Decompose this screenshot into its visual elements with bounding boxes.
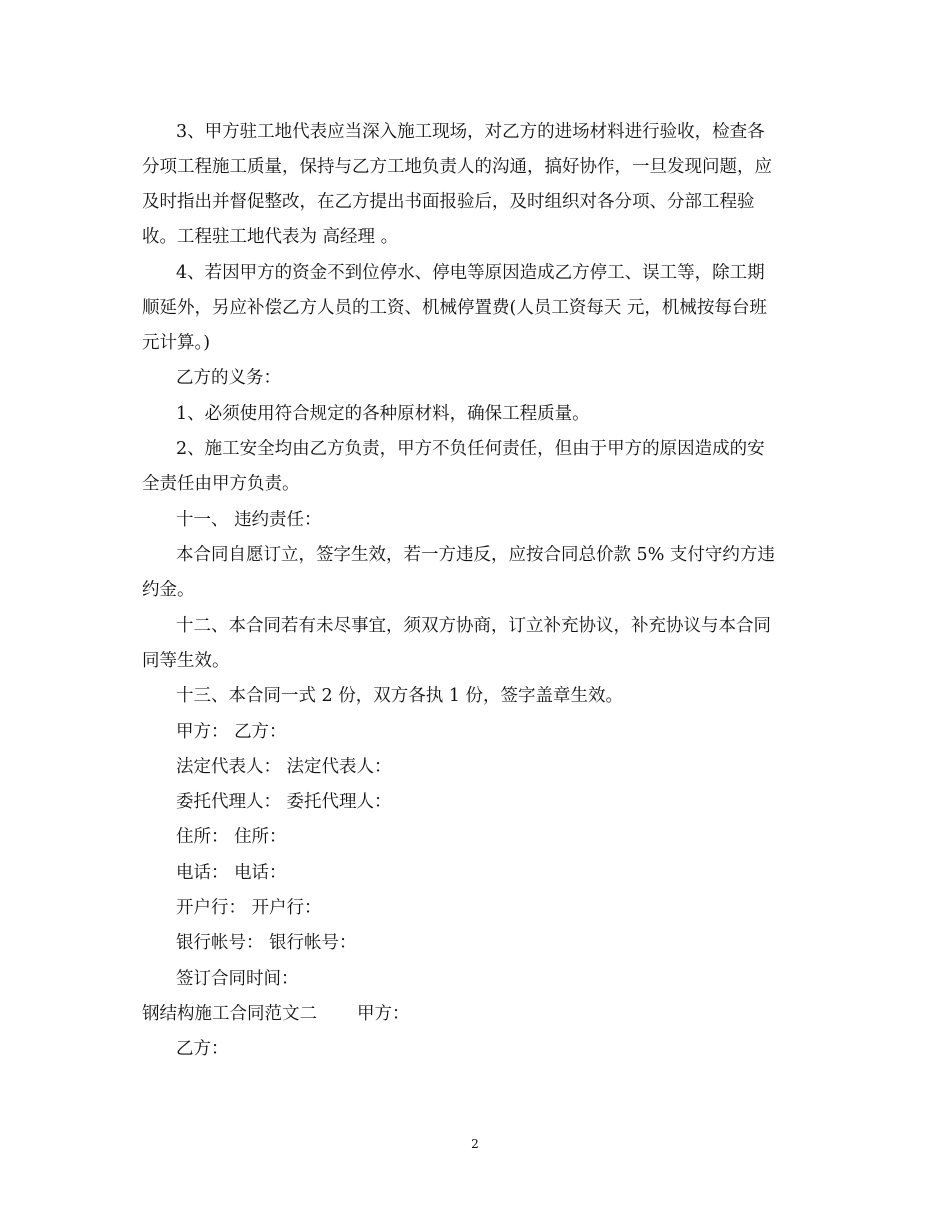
signature-line: 电话： 电话： (176, 863, 287, 883)
signature-line: 签订合同时间： (176, 969, 299, 989)
signature-line: 甲方： 乙方： (176, 722, 287, 742)
paragraph-line: 及时指出并督促整改，在乙方提出书面报验后，及时组织对各分项、分部工程验 (142, 192, 755, 212)
paragraph-line: 3、甲方驻工地代表应当深入施工现场，对乙方的进场材料进行验收，检查各 (176, 122, 765, 142)
section-heading: 十一、 违约责任： (176, 510, 322, 530)
signature-line: 乙方： (176, 1039, 229, 1059)
signature-line: 开户行： 开户行： (176, 898, 322, 918)
paragraph-line: 4、若因甲方的资金不到位停水、停电等原因造成乙方停工、误工等，除工期 (176, 263, 765, 283)
paragraph-line: 元计算。) (142, 333, 211, 353)
document-heading-party: 甲方： (357, 1004, 410, 1024)
paragraph-line: 分项工程施工质量，保持与乙方工地负责人的沟通，搞好协作，一旦发现问题，应 (142, 157, 772, 177)
section-heading: 乙方的义务： (176, 368, 281, 388)
signature-line: 委托代理人： 委托代理人： (176, 792, 392, 812)
signature-line: 住所： 住所： (176, 827, 287, 847)
paragraph-line: 1、必须使用符合规定的各种原材料，确保工程质量。 (176, 404, 590, 424)
paragraph-line: 十二、本合同若有未尽事宜，须双方协商，订立补充协议，补充协议与本合同 (176, 616, 771, 636)
document-heading-title: 钢结构施工合同范文二 (142, 1004, 317, 1024)
page-number: 2 (471, 1137, 479, 1151)
paragraph-line: 本合同自愿订立，签字生效，若一方违反，应按合同总价款 5% 支付守约方违 (176, 545, 775, 565)
signature-line: 银行帐号： 银行帐号： (176, 933, 357, 953)
paragraph-line: 顺延外，另应补偿乙方人员的工资、机械停置费(人员工资每天 元，机械按每台班 (142, 298, 767, 318)
paragraph-line: 约金。 (142, 580, 195, 600)
paragraph-line: 同等生效。 (142, 651, 230, 671)
paragraph-line: 全责任由甲方负责。 (142, 474, 300, 494)
paragraph-line: 十三、本合同一式 2 份，双方各执 1 份，签字盖章生效。 (176, 686, 624, 706)
paragraph-line: 收。工程驻工地代表为 高经理 。 (142, 227, 399, 247)
document-heading-line (142, 1003, 410, 1025)
paragraph-line: 2、施工安全均由乙方负责，甲方不负任何责任，但由于甲方的原因造成的安 (176, 439, 765, 459)
signature-line: 法定代表人： 法定代表人： (176, 757, 392, 777)
